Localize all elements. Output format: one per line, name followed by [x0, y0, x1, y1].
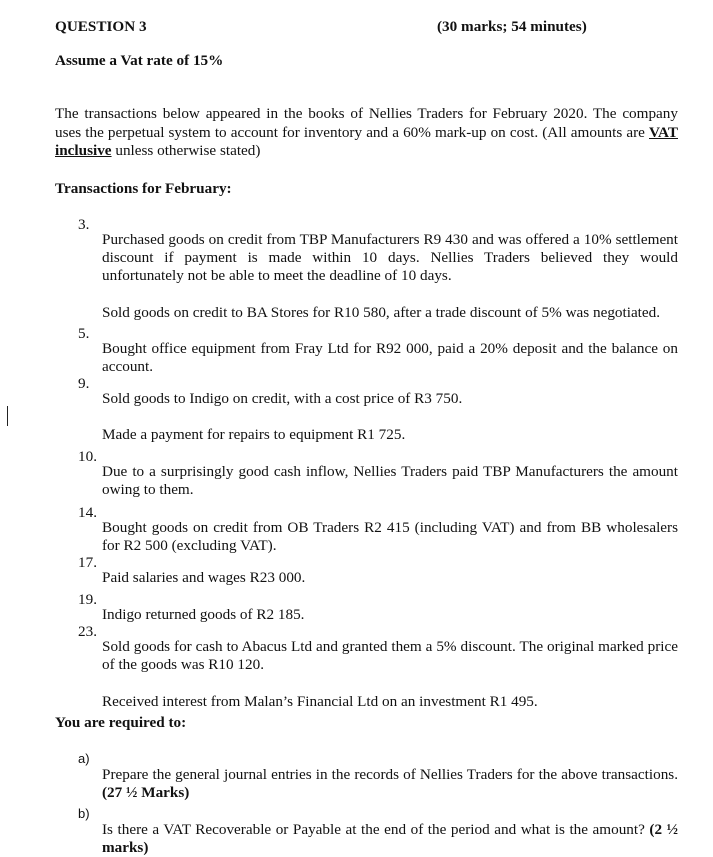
requirement-label: b): [78, 806, 90, 821]
requirement-text: [102, 766, 678, 802]
transaction-text: Indigo returned goods of R2 185.: [102, 606, 305, 624]
question-title: QUESTION 3: [55, 18, 147, 35]
intro-text-2: unless otherwise stated): [111, 142, 261, 159]
transactions-heading: Transactions for February:: [55, 180, 232, 197]
transaction-number: 14.: [78, 504, 97, 521]
text-cursor: [7, 406, 8, 426]
transaction-text: Made a payment for repairs to equipment R1 725.: [102, 426, 406, 444]
requirement-question: Prepare the general journal entries in the records of Nellies Traders for the above transactions.: [102, 766, 678, 784]
transaction-number: 17.: [78, 554, 97, 571]
transaction-text: Purchased goods on credit from TBP Manufacturers R9 430 and was offered a 10% settlement discount if payment is made within 10 days. Nellies Traders believed they would unfortunately not be able to meet the deadline of 10 days.: [102, 231, 678, 285]
requirement-label: a): [78, 751, 90, 766]
transaction-number: 5.: [78, 325, 90, 342]
transaction-text: Received interest from Malan’s Financial Ltd on an investment R1 495.: [102, 693, 538, 711]
vat-rate-note: Assume a Vat rate of 15%: [55, 52, 224, 69]
vat-inclusive-underlined: VAT inclusive: [55, 123, 678, 159]
required-heading: You are required to:: [55, 714, 187, 731]
transaction-text: Bought office equipment from Fray Ltd for R92 000, paid a 20% deposit and the balance on account.: [102, 340, 678, 376]
transaction-text: Sold goods to Indigo on credit, with a cost price of R3 750.: [102, 390, 463, 408]
transaction-text: Due to a surprisingly good cash inflow, Nellies Traders paid TBP Manufacturers the amount owing to them.: [102, 463, 678, 499]
requirement-marks: (27 ½ Marks): [102, 784, 190, 802]
intro-text-1: The transactions below appeared in the books of Nellies Traders for February 2020. The company uses the perpetual system to account for inventory and a 60% mark-up on cost. (All amounts are: [55, 105, 678, 141]
transaction-text: Sold goods for cash to Abacus Ltd and granted them a 5% discount. The original marked price of the goods was R10 120.: [102, 638, 678, 674]
requirement-text: [102, 821, 678, 857]
transaction-number: 19.: [78, 591, 97, 608]
transaction-number: 3.: [78, 216, 90, 233]
transaction-number: 23.: [78, 623, 97, 640]
transaction-number: 10.: [78, 448, 97, 465]
intro-paragraph: [55, 105, 678, 161]
question-marks: (30 marks; 54 minutes): [437, 18, 587, 35]
transaction-text: Sold goods on credit to BA Stores for R10 580, after a trade discount of 5% was negotiated.: [102, 304, 661, 322]
requirement-question: Is there a VAT Recoverable or Payable at the end of the period and what is the amount?: [102, 821, 650, 839]
transaction-text: Bought goods on credit from OB Traders R2 415 (including VAT) and from BB wholesalers for R2 500 (excluding VAT).: [102, 519, 678, 555]
transaction-number: 9.: [78, 375, 90, 392]
requirement-marks: (2 ½ marks): [102, 821, 678, 857]
transaction-text: Paid salaries and wages R23 000.: [102, 569, 306, 587]
